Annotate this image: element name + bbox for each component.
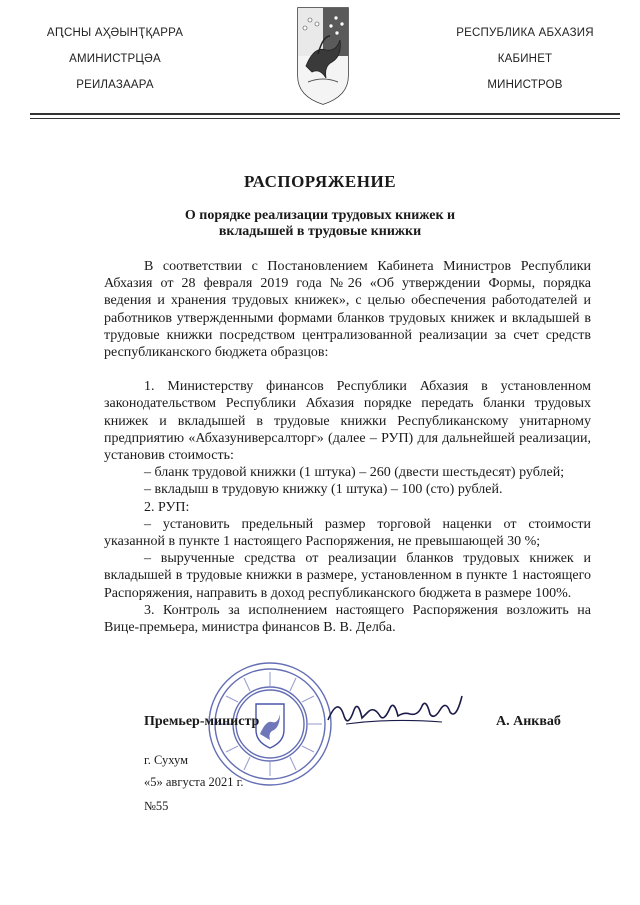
- header-right-line-2: КАБИНЕТ: [497, 53, 553, 65]
- clause-2: 2. РУП:: [144, 499, 190, 515]
- subject-line-1: О порядке реализации трудовых книжек и: [184, 208, 456, 223]
- header-right-line-3: МИНИСТРОВ: [487, 79, 563, 91]
- header-left-line-3: РЕИЛАЗААРА: [76, 79, 154, 91]
- document-date: «5» августа 2021 г.: [144, 775, 244, 789]
- header-right-line-1: РЕСПУБЛИКА АБХАЗИЯ: [456, 27, 594, 39]
- state-emblem-icon: [296, 6, 350, 106]
- document-title: РАСПОРЯЖЕНИЕ: [243, 172, 397, 191]
- header-left-line-1: АԤСНЫ АҲӘЫНҬҚАРРА: [46, 27, 184, 39]
- document-place: г. Сухум: [144, 753, 189, 767]
- preamble-paragraph: В соответствии с Постановлением Кабинета Министров Республики Абхазия от 28 февраля 2019 года №26 «Об утверждении Формы, порядка ведения и хранения трудовых книжек», с целью обеспечения работодателей и работников утвержденными формами бланков трудовых книжек и вкладышей в трудовые книжки посредством централизованной реализации за счет средств республиканского бюджета образцов:: [104, 259, 591, 361]
- signatory-position: Премьер-министр: [144, 714, 260, 729]
- header-left-line-2: АМИНИСТРЦӘА: [69, 53, 161, 65]
- clause-3: 3. Контроль за исполнением настоящего Распоряжения возложить на Вице-премьера, министра финансов В. В. Делба.: [104, 602, 591, 636]
- header-divider-thick: [30, 113, 620, 115]
- document-subject: [150, 208, 490, 240]
- subject-line-2: вкладышей в трудовые книжки: [218, 224, 422, 239]
- header-right-russian: [430, 26, 620, 104]
- clause-1-item-1: – бланк трудовой книжки (1 штука) – 260 (двести шестьдесят) рублей;: [144, 465, 565, 481]
- clause-1-item-2: – вкладыш в трудовую книжку (1 штука) – 100 (сто) рублей.: [144, 482, 503, 498]
- signatory-name: А. Анкваб: [496, 714, 561, 729]
- clause-2-item-2: – вырученные средства от реализации бланков трудовых книжек и вкладышей в трудовые книжки в размере, установленном в пункте 1 настоящего Распоряжения, направить в доход республиканского бюджета в размере 100%.: [104, 551, 591, 601]
- document-body: [104, 258, 591, 636]
- header-divider-thin: [30, 118, 620, 119]
- handwritten-signature-icon: [322, 690, 472, 734]
- clause-2-item-1: – установить предельный размер торговой наценки от стоимости указанной в пункте 1 настоящего Распоряжения, не превышающей 30 %;: [104, 516, 591, 550]
- header-left-abkhaz: [20, 26, 210, 104]
- clause-1: 1. Министерству финансов Республики Абхазия в установленном законодательством Республики Абхазия порядке передать бланки трудовых книжек и вкладышей в трудовые книжки Республиканскому унитарному предприятию «Абхазуниверсалторг» (далее – РУП) для дальнейшей реализации, установив стоимость:: [104, 379, 591, 464]
- document-number: №55: [144, 799, 169, 813]
